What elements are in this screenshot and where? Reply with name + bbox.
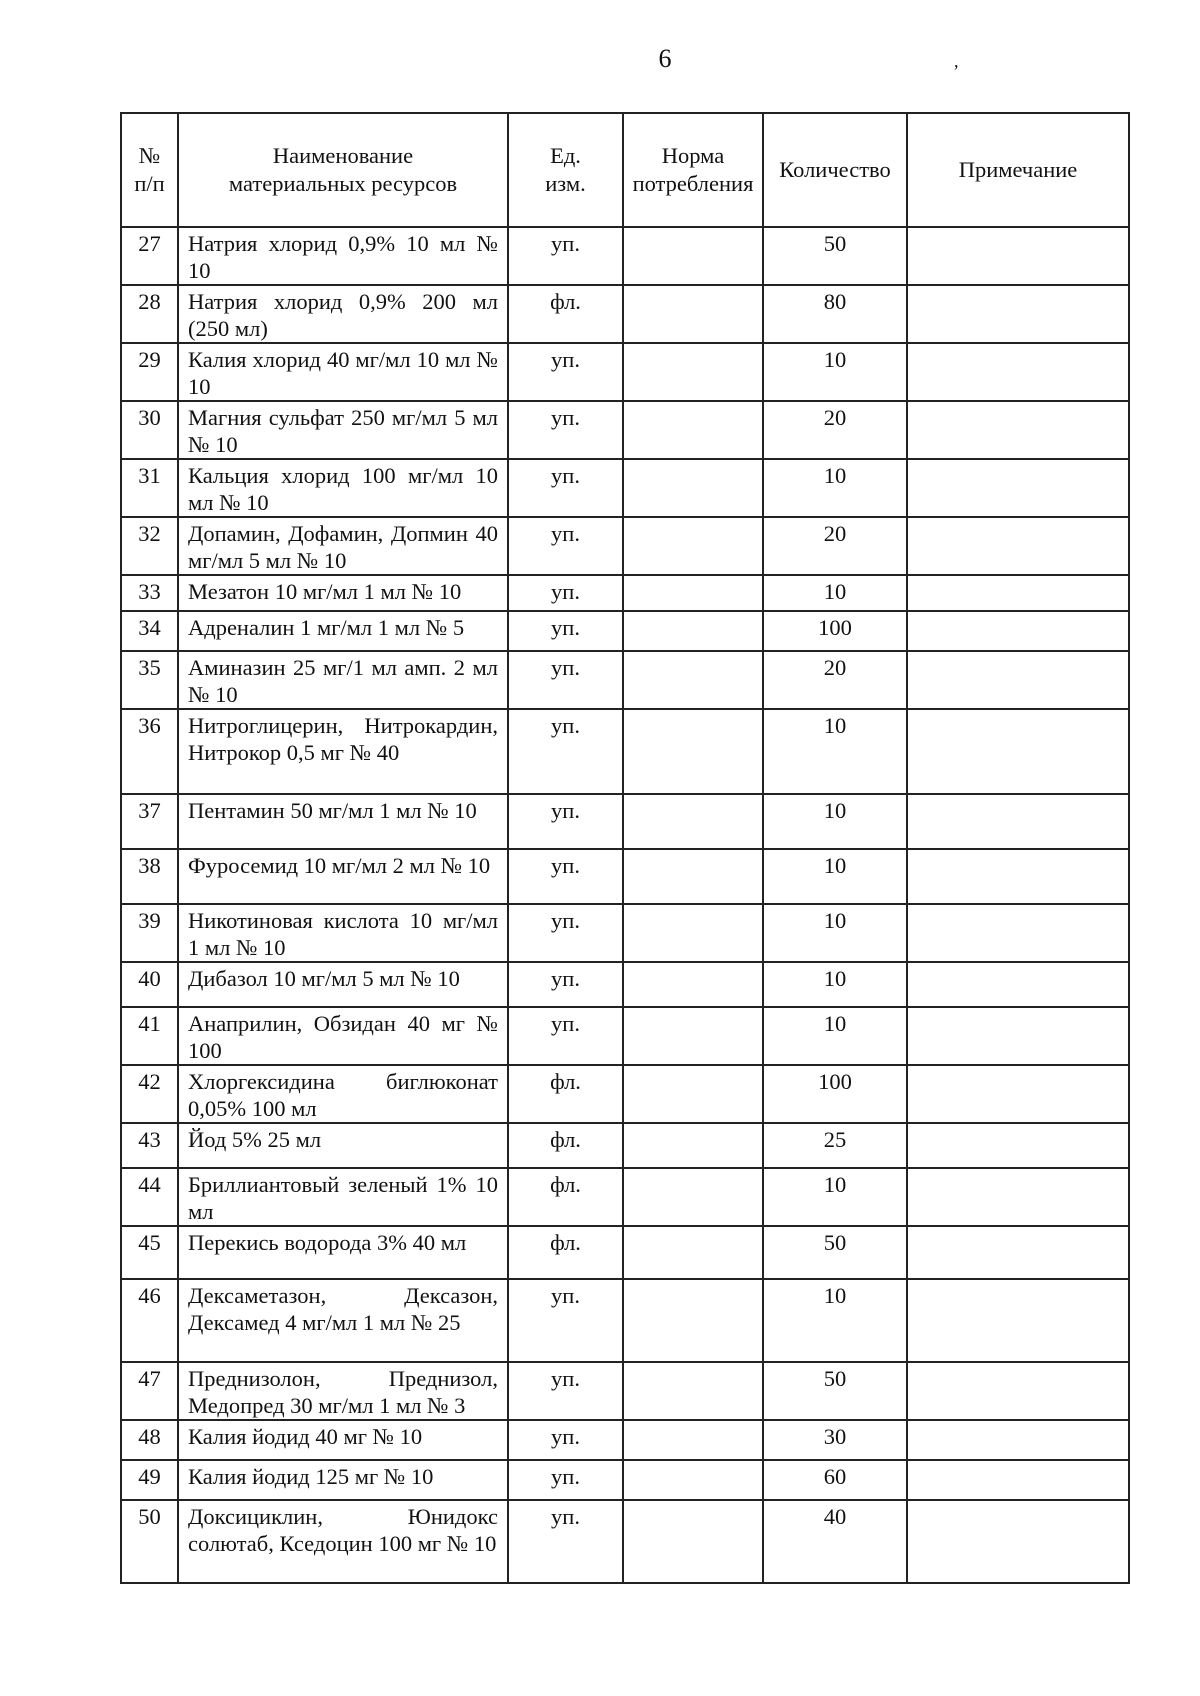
cell-qty: 10 <box>763 849 907 904</box>
cell-note <box>907 709 1129 794</box>
cell-name: Кальция хлорид 100 мг/мл 10 мл № 10 <box>178 459 508 517</box>
cell-name: Калия йодид 125 мг № 10 <box>178 1460 508 1500</box>
header-name: Наименование материальных ресурсов <box>178 113 508 227</box>
table-row <box>121 794 1129 849</box>
cell-num: 41 <box>121 1007 178 1065</box>
cell-qty: 80 <box>763 285 907 343</box>
table-row <box>121 709 1129 794</box>
cell-num: 43 <box>121 1123 178 1168</box>
cell-note <box>907 517 1129 575</box>
cell-note <box>907 904 1129 962</box>
cell-qty: 10 <box>763 1168 907 1226</box>
cell-unit: уп. <box>508 517 623 575</box>
table-row <box>121 1226 1129 1279</box>
cell-unit: фл. <box>508 285 623 343</box>
cell-norm <box>623 962 763 1007</box>
cell-unit: уп. <box>508 401 623 459</box>
table-row <box>121 227 1129 285</box>
cell-note <box>907 611 1129 651</box>
cell-unit: уп. <box>508 1362 623 1420</box>
cell-name: Мезатон 10 мг/мл 1 мл № 10 <box>178 575 508 611</box>
cell-norm <box>623 794 763 849</box>
cell-name: Дибазол 10 мг/мл 5 мл № 10 <box>178 962 508 1007</box>
cell-name: Пентамин 50 мг/мл 1 мл № 10 <box>178 794 508 849</box>
table-row <box>121 1279 1129 1362</box>
cell-unit: уп. <box>508 904 623 962</box>
cell-unit: фл. <box>508 1168 623 1226</box>
table-row <box>121 904 1129 962</box>
table-row <box>121 651 1129 709</box>
table-row <box>121 401 1129 459</box>
cell-qty: 10 <box>763 904 907 962</box>
cell-norm <box>623 1279 763 1362</box>
cell-qty: 50 <box>763 1226 907 1279</box>
cell-name: Доксициклин, Юнидокс солютаб, Кседоцин 100 мг № 10 <box>178 1500 508 1583</box>
cell-qty: 20 <box>763 651 907 709</box>
cell-name: Перекись водорода 3% 40 мл <box>178 1226 508 1279</box>
cell-name: Аминазин 25 мг/1 мл амп. 2 мл № 10 <box>178 651 508 709</box>
cell-num: 47 <box>121 1362 178 1420</box>
cell-num: 28 <box>121 285 178 343</box>
cell-num: 30 <box>121 401 178 459</box>
cell-qty: 100 <box>763 611 907 651</box>
cell-note <box>907 1065 1129 1123</box>
cell-norm <box>623 1362 763 1420</box>
cell-unit: уп. <box>508 575 623 611</box>
cell-qty: 40 <box>763 1500 907 1583</box>
table-row <box>121 575 1129 611</box>
table-body <box>121 227 1129 1583</box>
cell-norm <box>623 1500 763 1583</box>
cell-qty: 10 <box>763 794 907 849</box>
cell-norm <box>623 1226 763 1279</box>
cell-unit: уп. <box>508 1460 623 1500</box>
cell-name: Магния сульфат 250 мг/мл 5 мл № 10 <box>178 401 508 459</box>
cell-qty: 60 <box>763 1460 907 1500</box>
cell-qty: 10 <box>763 459 907 517</box>
cell-num: 44 <box>121 1168 178 1226</box>
cell-name: Анаприлин, Обзидан 40 мг № 100 <box>178 1007 508 1065</box>
cell-unit: уп. <box>508 1420 623 1460</box>
cell-norm <box>623 227 763 285</box>
cell-norm <box>623 343 763 401</box>
cell-qty: 10 <box>763 575 907 611</box>
table-row <box>121 611 1129 651</box>
cell-note <box>907 1123 1129 1168</box>
cell-note <box>907 1362 1129 1420</box>
table-row <box>121 962 1129 1007</box>
cell-unit: уп. <box>508 227 623 285</box>
cell-qty: 10 <box>763 1279 907 1362</box>
cell-name: Фуросемид 10 мг/мл 2 мл № 10 <box>178 849 508 904</box>
cell-name: Адреналин 1 мг/мл 1 мл № 5 <box>178 611 508 651</box>
cell-unit: уп. <box>508 611 623 651</box>
cell-unit: фл. <box>508 1065 623 1123</box>
cell-name: Бриллиантовый зеленый 1% 10 мл <box>178 1168 508 1226</box>
cell-name: Калия хлорид 40 мг/мл 10 мл № 10 <box>178 343 508 401</box>
cell-name: Дексаметазон, Дексазон, Дексамед 4 мг/мл 1 мл № 25 <box>178 1279 508 1362</box>
header-num: № п/п <box>121 113 178 227</box>
table-row <box>121 849 1129 904</box>
cell-qty: 50 <box>763 1362 907 1420</box>
cell-name: Допамин, Дофамин, Допмин 40 мг/мл 5 мл № 10 <box>178 517 508 575</box>
page-number: 6 <box>658 44 672 73</box>
cell-note <box>907 1007 1129 1065</box>
table-row <box>121 459 1129 517</box>
cell-norm <box>623 1460 763 1500</box>
cell-note <box>907 849 1129 904</box>
cell-norm <box>623 1420 763 1460</box>
cell-qty: 25 <box>763 1123 907 1168</box>
cell-num: 45 <box>121 1226 178 1279</box>
table-row <box>121 1007 1129 1065</box>
cell-num: 31 <box>121 459 178 517</box>
cell-note <box>907 1500 1129 1583</box>
cell-unit: уп. <box>508 343 623 401</box>
cell-num: 49 <box>121 1460 178 1500</box>
cell-unit: уп. <box>508 962 623 1007</box>
cell-num: 35 <box>121 651 178 709</box>
cell-name: Натрия хлорид 0,9% 200 мл (250 мл) <box>178 285 508 343</box>
cell-qty: 30 <box>763 1420 907 1460</box>
page-mark: , <box>954 51 959 71</box>
cell-unit: уп. <box>508 459 623 517</box>
cell-note <box>907 1420 1129 1460</box>
cell-norm <box>623 849 763 904</box>
cell-qty: 50 <box>763 227 907 285</box>
cell-unit: уп. <box>508 1500 623 1583</box>
cell-unit: уп. <box>508 849 623 904</box>
cell-unit: уп. <box>508 794 623 849</box>
cell-name: Калия йодид 40 мг № 10 <box>178 1420 508 1460</box>
cell-qty: 10 <box>763 962 907 1007</box>
table-row <box>121 1065 1129 1123</box>
header-norm: Норма потребления <box>623 113 763 227</box>
cell-qty: 10 <box>763 343 907 401</box>
cell-num: 29 <box>121 343 178 401</box>
cell-note <box>907 1279 1129 1362</box>
cell-note <box>907 794 1129 849</box>
cell-unit: уп. <box>508 1007 623 1065</box>
cell-unit: уп. <box>508 1279 623 1362</box>
header-qty: Количество <box>763 113 907 227</box>
cell-num: 38 <box>121 849 178 904</box>
cell-norm <box>623 651 763 709</box>
cell-norm <box>623 611 763 651</box>
cell-note <box>907 962 1129 1007</box>
cell-name: Натрия хлорид 0,9% 10 мл № 10 <box>178 227 508 285</box>
cell-note <box>907 1460 1129 1500</box>
cell-name: Йод 5% 25 мл <box>178 1123 508 1168</box>
cell-num: 42 <box>121 1065 178 1123</box>
header-unit: Ед. изм. <box>508 113 623 227</box>
table-row <box>121 1500 1129 1583</box>
cell-norm <box>623 459 763 517</box>
cell-norm <box>623 1065 763 1123</box>
cell-note <box>907 459 1129 517</box>
cell-num: 37 <box>121 794 178 849</box>
cell-unit: уп. <box>508 651 623 709</box>
cell-num: 48 <box>121 1420 178 1460</box>
cell-note <box>907 401 1129 459</box>
cell-name: Преднизолон, Преднизол, Медопред 30 мг/мл 1 мл № 3 <box>178 1362 508 1420</box>
cell-num: 50 <box>121 1500 178 1583</box>
table-row <box>121 1420 1129 1460</box>
cell-qty: 10 <box>763 709 907 794</box>
cell-name: Нитроглицерин, Нитрокардин, Нитрокор 0,5 мг № 40 <box>178 709 508 794</box>
cell-name: Хлоргексидина биглюконат 0,05% 100 мл <box>178 1065 508 1123</box>
resources-table <box>120 112 1130 1584</box>
cell-note <box>907 1168 1129 1226</box>
cell-qty: 100 <box>763 1065 907 1123</box>
table-row <box>121 285 1129 343</box>
header-note: Примечание <box>907 113 1129 227</box>
cell-name: Никотиновая кислота 10 мг/мл 1 мл № 10 <box>178 904 508 962</box>
cell-num: 34 <box>121 611 178 651</box>
cell-unit: уп. <box>508 709 623 794</box>
cell-num: 33 <box>121 575 178 611</box>
table-row <box>121 1168 1129 1226</box>
cell-norm <box>623 1168 763 1226</box>
cell-num: 39 <box>121 904 178 962</box>
table-row <box>121 517 1129 575</box>
cell-norm <box>623 285 763 343</box>
cell-norm <box>623 517 763 575</box>
cell-norm <box>623 1123 763 1168</box>
table-header-row <box>121 113 1129 227</box>
cell-note <box>907 651 1129 709</box>
cell-num: 40 <box>121 962 178 1007</box>
cell-note <box>907 575 1129 611</box>
cell-num: 46 <box>121 1279 178 1362</box>
cell-num: 32 <box>121 517 178 575</box>
cell-norm <box>623 1007 763 1065</box>
cell-num: 27 <box>121 227 178 285</box>
table-row <box>121 1460 1129 1500</box>
cell-qty: 20 <box>763 517 907 575</box>
cell-norm <box>623 401 763 459</box>
cell-note <box>907 227 1129 285</box>
table-row <box>121 1123 1129 1168</box>
cell-norm <box>623 904 763 962</box>
cell-note <box>907 285 1129 343</box>
cell-norm <box>623 575 763 611</box>
cell-qty: 10 <box>763 1007 907 1065</box>
cell-norm <box>623 709 763 794</box>
cell-num: 36 <box>121 709 178 794</box>
table-row <box>121 343 1129 401</box>
cell-note <box>907 1226 1129 1279</box>
cell-note <box>907 343 1129 401</box>
cell-unit: фл. <box>508 1226 623 1279</box>
table-row <box>121 1362 1129 1420</box>
cell-qty: 20 <box>763 401 907 459</box>
cell-unit: фл. <box>508 1123 623 1168</box>
